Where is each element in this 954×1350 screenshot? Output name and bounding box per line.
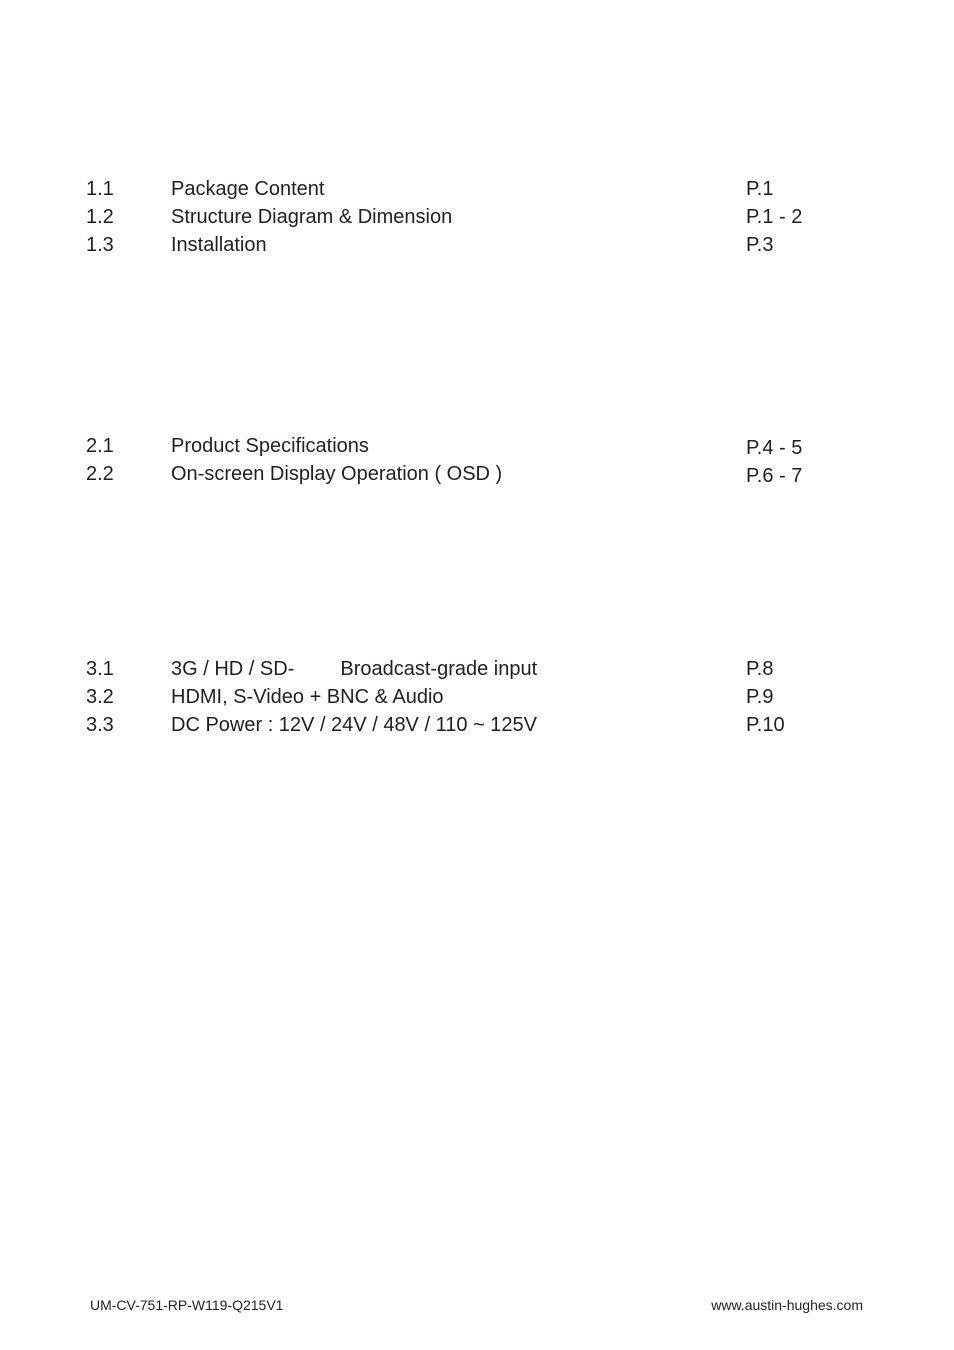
footer-document-code: UM-CV-751-RP-W119-Q215V1 [90,1297,284,1313]
toc-entry-title: Installation [171,234,267,256]
toc-entry-title [171,655,537,683]
toc-entry-title: Product Specifications [171,435,369,457]
toc-entry-page: P.3 [746,234,774,256]
toc-entry-page: P.4 - 5 [746,437,803,459]
toc-entry-title: On-screen Display Operation ( OSD ) [171,463,503,485]
toc-entry [0,711,954,739]
toc-entry-number: 2.2 [86,463,114,485]
toc-entry-page: P.10 [746,714,785,736]
toc-entry-number: 1.3 [86,234,114,256]
toc-entry-title-part: Broadcast-grade input [340,658,538,680]
toc-entry-page: P.1 - 2 [746,206,803,228]
toc-entry-page: P.8 [746,658,774,680]
toc-entry-title-part: 3G / HD / SD- [171,658,295,680]
footer-website: www.austin-hughes.com [711,1297,863,1313]
toc-entry-title: Package Content [171,178,325,200]
toc-entry [0,203,954,231]
toc-entry-number: 2.1 [86,435,114,457]
toc-entry-page: P.9 [746,686,774,708]
toc-entry-page: P.1 [746,178,774,200]
toc-entry [0,655,954,683]
toc-entry [0,432,954,460]
toc-entry-page: P.6 - 7 [746,465,803,487]
toc-entry-title: HDMI, S-Video + BNC & Audio [171,686,444,708]
toc-entry [0,460,954,488]
toc-entry-title: DC Power : 12V / 24V / 48V / 110 ~ 125V [171,714,537,736]
toc-entry-number: 1.1 [86,178,114,200]
toc-entry [0,683,954,711]
toc-entry-title: Structure Diagram & Dimension [171,206,453,228]
toc-entry [0,231,954,259]
toc-entry-number: 1.2 [86,206,114,228]
toc-entry-number: 3.1 [86,658,114,680]
toc-entry-number: 3.3 [86,714,114,736]
toc-entry [0,175,954,203]
toc-entry-number: 3.2 [86,686,114,708]
